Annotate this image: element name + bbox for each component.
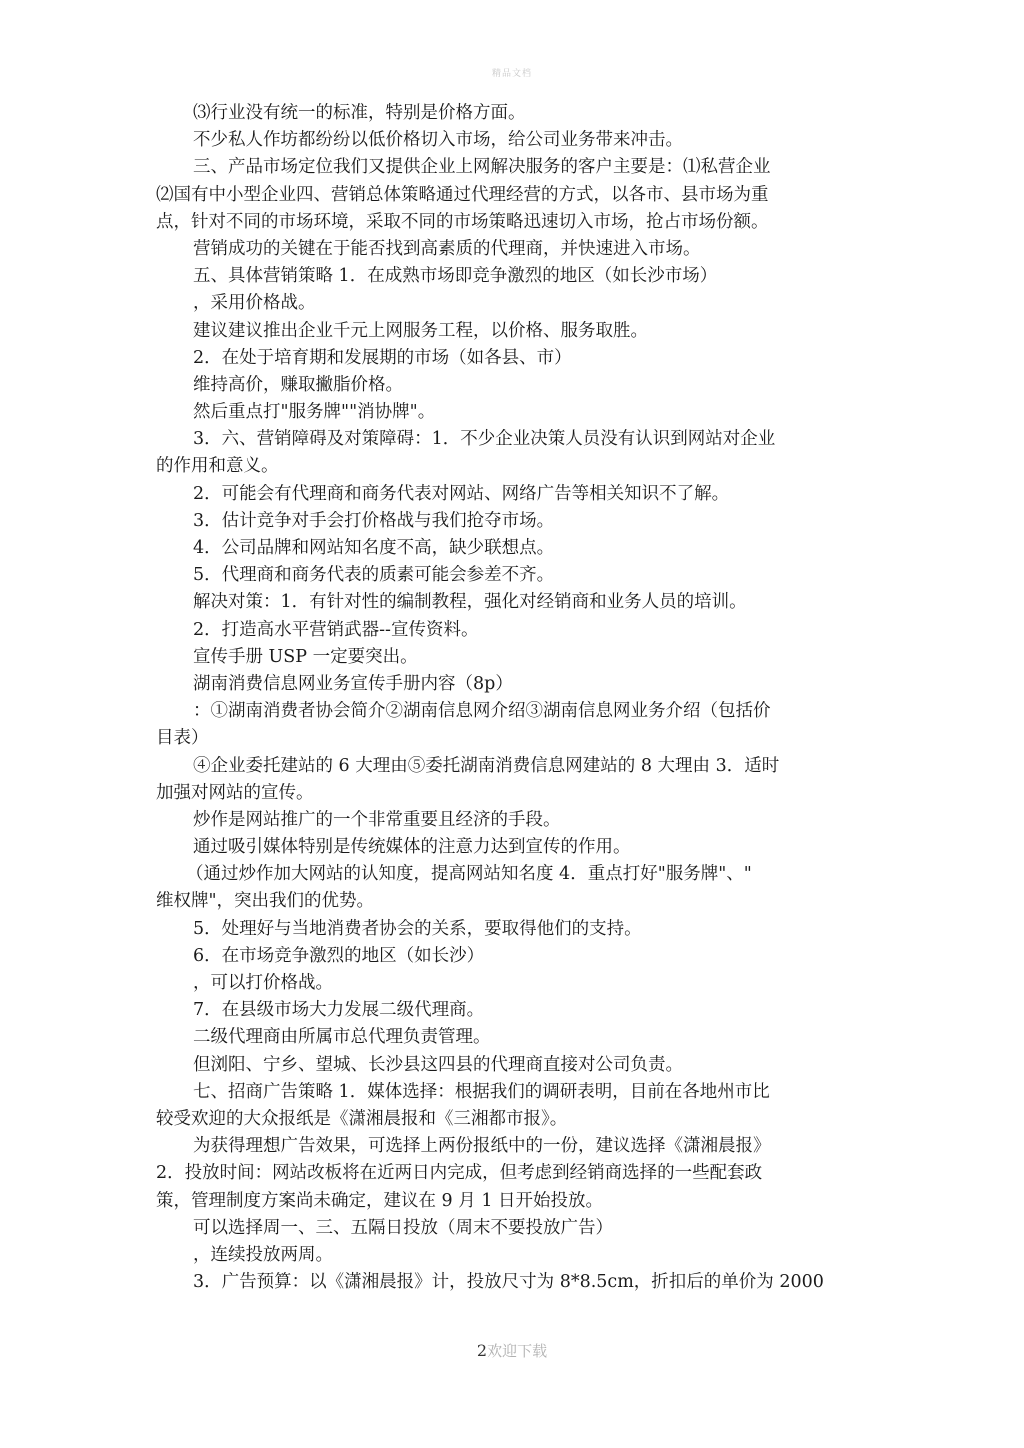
- text-line: 营销成功的关键在于能否找到高素质的代理商，并快速进入市场。: [193, 238, 701, 259]
- text-line: 2．可能会有代理商和商务代表对网站、网络广告等相关知识不了解。: [193, 483, 730, 504]
- text-line: 可以选择周一、三、五隔日投放（周末不要投放广告）: [193, 1217, 613, 1238]
- text-line: 通过吸引媒体特别是传统媒体的注意力达到宣传的作用。: [193, 837, 631, 858]
- text-line: 2．在处于培育期和发展期的市场（如各县、市）: [193, 347, 572, 368]
- text-line: 策，管理制度方案尚未确定，建议在 9 月 1 日开始投放。: [156, 1190, 604, 1211]
- text-line: 三、产品市场定位我们又提供企业上网解决服务的客户主要是：⑴私营企业: [193, 157, 771, 178]
- document-body: [156, 100, 872, 1296]
- text-line: ，可以打价格战。: [193, 973, 333, 993]
- page-footer: [0, 1340, 1024, 1361]
- text-line: 加强对网站的宣传。: [156, 782, 314, 803]
- text-line: 点，针对不同的市场环境，采取不同的市场策略迅速切入市场，抢占市场份额。: [156, 211, 769, 232]
- text-line: 五、具体营销策略 1．在成熟市场即竞争激烈的地区（如长沙市场）: [193, 266, 718, 287]
- text-line: 目表）: [156, 728, 209, 749]
- text-line: 湖南消费信息网业务宣传手册内容（8p）: [193, 673, 513, 694]
- text-line: 维权牌"，突出我们的优势。: [156, 891, 375, 912]
- text-line: 3．六、营销障碍及对策障碍：1．不少企业决策人员没有认识到网站对企业: [193, 429, 776, 450]
- text-line: （通过炒作加大网站的认知度，提高网站知名度 4．重点打好"服务牌"、": [186, 864, 752, 885]
- text-line: 6．在市场竞争激烈的地区（如长沙）: [193, 945, 485, 966]
- text-line: 解决对策：1．有针对性的编制教程，强化对经销商和业务人员的培训。: [193, 592, 747, 613]
- text-line: 二级代理商由所属市总代理负责管理。: [193, 1027, 491, 1048]
- text-line: 3．估计竞争对手会打价格战与我们抢夺市场。: [193, 510, 555, 531]
- text-line: 但浏阳、宁乡、望城、长沙县这四县的代理商直接对公司负责。: [193, 1054, 683, 1075]
- text-line: 不少私人作坊都纷纷以低价格切入市场，给公司业务带来冲击。: [193, 130, 683, 151]
- text-line: 7．在县级市场大力发展二级代理商。: [193, 1000, 485, 1021]
- text-line: ⑶行业没有统一的标准，特别是价格方面。: [193, 103, 526, 123]
- text-line: 5．处理好与当地消费者协会的关系，要取得他们的支持。: [193, 918, 642, 939]
- text-line: 然后重点打"服务牌""消协牌"。: [193, 402, 436, 423]
- text-line: 为获得理想广告效果，可选择上两份报纸中的一份，建议选择《潇湘晨报》: [193, 1136, 771, 1157]
- page-number: 2: [476, 1341, 488, 1360]
- text-line: 2．打造高水平营销武器--宣传资料。: [193, 619, 479, 640]
- text-line: 维持高价，赚取撇脂价格。: [193, 374, 403, 395]
- text-line: 4．公司品牌和网站知名度不高，缺少联想点。: [193, 538, 555, 558]
- text-line: 2．投放时间：网站改板将在近两日内完成，但考虑到经销商选择的一些配套政: [156, 1163, 763, 1184]
- text-line: 炒作是网站推广的一个非常重要且经济的手段。: [193, 809, 561, 830]
- text-line: 3．广告预算：以《潇湘晨报》计，投放尺寸为 8*8.5cm，折扣后的单价为 2000: [193, 1272, 824, 1293]
- text-line: ，采用价格战。: [193, 293, 316, 314]
- header-watermark: 精品文档: [491, 69, 532, 79]
- text-line: ④企业委托建站的 6 大理由⑤委托湖南消费信息网建站的 8 大理由 3．适时: [193, 755, 780, 776]
- text-line: 的作用和意义。: [156, 456, 279, 477]
- text-line: ⑵国有中小型企业四、营销总体策略通过代理经营的方式，以各市、县市场为重: [156, 184, 769, 205]
- text-line: 5．代理商和商务代表的质素可能会参差不齐。: [193, 565, 555, 586]
- download-text: 欢迎下载: [487, 1342, 548, 1360]
- text-line: 宣传手册 USP 一定要突出。: [193, 646, 418, 667]
- text-line: ，连续投放两周。: [193, 1244, 333, 1265]
- text-line: 较受欢迎的大众报纸是《潇湘晨报和《三湘都市报》。: [156, 1108, 568, 1129]
- text-line: ：①湖南消费者协会简介②湖南信息网介绍③湖南信息网业务介绍（包括价: [193, 701, 771, 722]
- text-line: 建议建议推出企业千元上网服务工程，以价格、服务取胜。: [193, 320, 648, 341]
- text-line: 七、招商广告策略 1．媒体选择：根据我们的调研表明，目前在各地州市比: [193, 1081, 770, 1102]
